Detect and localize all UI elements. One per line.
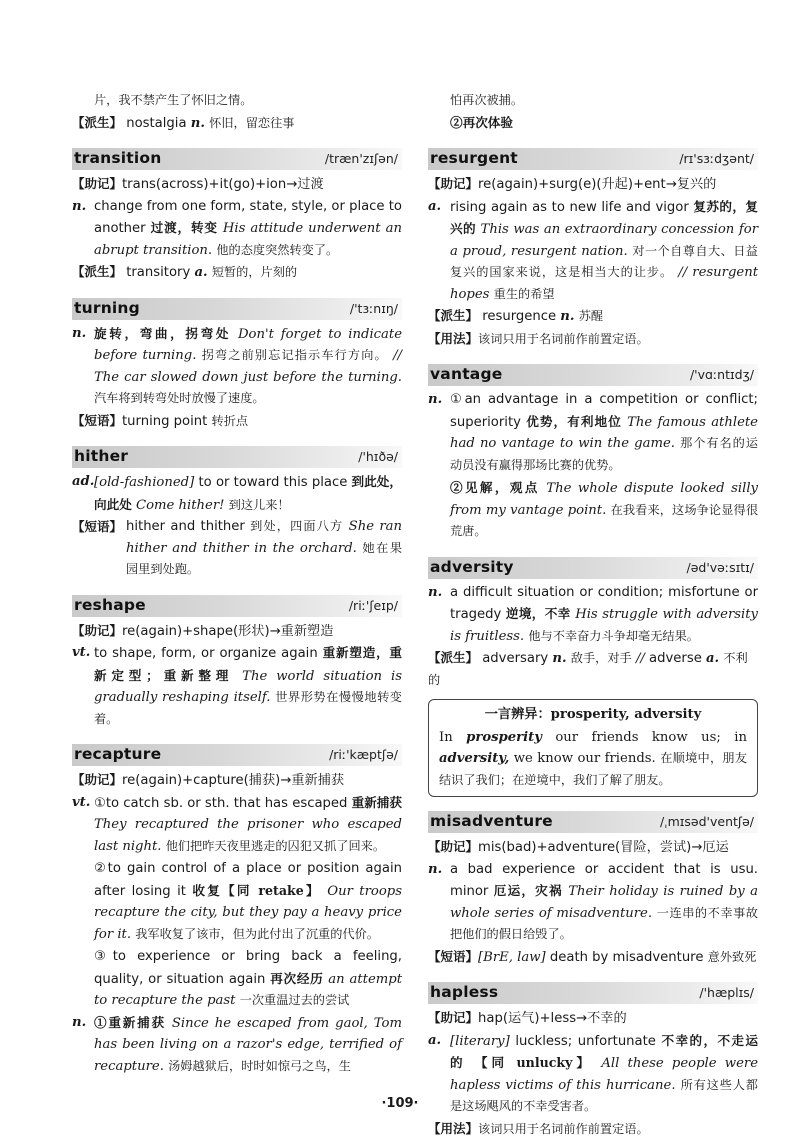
example-en: resurgent hopes xyxy=(450,265,759,302)
sense xyxy=(428,582,758,648)
phonetic: /riː'ʃeɪp/ xyxy=(348,597,398,613)
comparison-word-2: adversity, xyxy=(439,751,510,766)
example-zh: 那个有名的运动员没有赢得那场比赛的优势。 xyxy=(450,436,758,472)
left-column xyxy=(72,90,402,1077)
phonetic: /əd'vəːsɪtɪ/ xyxy=(686,559,754,575)
mnemonic xyxy=(428,1007,758,1030)
definition-zh: 到此处，向此处 xyxy=(94,474,403,512)
definition-en: ①to catch sb. or sth. that has escaped xyxy=(94,795,348,811)
synonym: 【同 unlucky】 xyxy=(474,1055,594,1070)
comparison-box xyxy=(428,699,758,797)
sense-3 xyxy=(94,946,402,1012)
derivative-pos: a. xyxy=(706,651,720,666)
mnemonic-text: re(again)+shape(形状)→重新塑造 xyxy=(122,623,334,639)
continued-text xyxy=(428,90,758,134)
example-zh: 一连串的不幸事故把他们的假日给毁了。 xyxy=(450,905,758,941)
usage xyxy=(428,328,758,351)
mnemonic xyxy=(428,173,758,196)
example-en: an attempt to recapture the past xyxy=(94,971,402,1008)
derivative xyxy=(428,305,758,328)
definition-zh: 不幸的，不走运的 xyxy=(450,1032,758,1070)
headword: hapless xyxy=(430,983,499,1002)
example-zh: 他们把昨天夜里逃走的囚犯又抓了回来。 xyxy=(165,838,386,853)
part-of-speech: n. xyxy=(72,325,87,341)
example-zh: 在我看来，这场争论显得很荒唐。 xyxy=(450,502,759,538)
example-zh: 汤姆越狱后，时时如惊弓之鸟，生 xyxy=(168,1058,351,1073)
phonetic: /'hɪðə/ xyxy=(358,449,398,465)
mnemonic xyxy=(72,173,402,196)
mnemonic-tag: 【助记】 xyxy=(72,772,123,787)
definition-zh: 旋转，弯曲，拐弯处 xyxy=(94,325,232,341)
sense-verb xyxy=(72,792,402,1012)
usage-text: 该词只用于名词前作前置定语。 xyxy=(478,1121,649,1136)
phrase-tag: 【短语】 xyxy=(428,948,479,964)
sense xyxy=(72,642,402,730)
phrase xyxy=(72,410,402,433)
entry-header xyxy=(72,744,402,766)
phrase xyxy=(428,946,758,969)
mnemonic-text: hap(运气)+less→不幸的 xyxy=(478,1011,627,1026)
comparison-in: In xyxy=(439,729,453,745)
entry-turning xyxy=(72,298,402,433)
definition-zh: 复苏的，复兴的 xyxy=(450,198,759,236)
continued-example: 怕再次被捕。 xyxy=(450,93,524,107)
example-zh: 他的态度突然转变了。 xyxy=(216,242,339,257)
headword: reshape xyxy=(74,595,146,614)
mnemonic-text: mis(bad)+adventure(冒险，尝试)→厄运 xyxy=(478,840,729,855)
mnemonic-tag: 【助记】 xyxy=(72,176,123,191)
example-en: Our troops recapture the city, but they pay a heavy price for it. xyxy=(94,883,403,942)
derivative xyxy=(428,647,758,691)
definition-en: ③to experience or bring back a feeling, quality, or situation again xyxy=(94,949,402,987)
example-zh: 重生的希望 xyxy=(493,286,555,301)
sense-noun xyxy=(72,1012,402,1078)
sense xyxy=(428,859,758,946)
example-en: The world situation is gradually reshaping itself. xyxy=(94,668,402,705)
example-zh: 所有这些人都是这场飓风的不幸受害者。 xyxy=(450,1077,758,1113)
part-of-speech: vt. xyxy=(72,794,91,810)
mnemonic-tag: 【助记】 xyxy=(428,1010,479,1025)
definition-zh: 收复 xyxy=(192,882,223,898)
mnemonic-tag: 【助记】 xyxy=(428,176,479,191)
sense xyxy=(72,323,402,410)
definition-en: a difficult situation or condition; misfortune or tragedy xyxy=(450,584,758,622)
mnemonic xyxy=(72,769,402,792)
entry-recapture xyxy=(72,744,402,1077)
phrase-zh: 到处，四面八方 xyxy=(250,519,344,533)
derivative-word: adverse xyxy=(649,651,702,666)
example-zh: 他与不幸奋力斗争却毫无结果。 xyxy=(528,628,699,643)
page-number: ·109· xyxy=(381,1096,419,1111)
comparison-mid: our friends know us; in xyxy=(555,729,747,745)
example-en: All these people were hapless victims of this hurricane. xyxy=(450,1056,758,1093)
example-en: The car slowed down just before the turning. xyxy=(94,369,402,385)
mnemonic-tag: 【助记】 xyxy=(72,622,123,638)
example-en: The famous athlete had no vantage to win the game. xyxy=(450,414,758,451)
entry-resurgent xyxy=(428,148,758,350)
phonetic: /'vɑːntɪdʒ/ xyxy=(689,367,754,383)
definition-en: ①an advantage in a competition or conflict; superiority xyxy=(450,392,758,430)
example-zh: 到这儿来！ xyxy=(228,497,290,512)
example-en: Their holiday is ruined by a whole series of misadventure. xyxy=(450,884,758,921)
definition-en: to or toward this place xyxy=(198,475,348,490)
entry-hapless xyxy=(428,982,758,1140)
definition-en: ②to gain control of a place or position again after losing it xyxy=(94,861,402,899)
phrase-zh: 意外致死 xyxy=(707,949,757,964)
entry-header xyxy=(428,811,758,833)
headword: turning xyxy=(74,298,140,317)
phrase-tag: 【短语】 xyxy=(72,519,123,534)
example-zh: 拐弯之前别忘记指示车行方向。 xyxy=(201,348,388,362)
usage-tag: 【用法】 xyxy=(428,1120,479,1136)
separator: // xyxy=(678,265,688,280)
phrase-zh: 转折点 xyxy=(211,413,249,428)
sense xyxy=(428,389,758,543)
usage xyxy=(428,1118,758,1141)
headword: recapture xyxy=(74,745,162,764)
continued-text xyxy=(72,90,402,112)
sense-1 xyxy=(94,792,402,858)
entry-header xyxy=(72,148,402,170)
entry-header xyxy=(72,446,402,468)
separator: // xyxy=(635,651,645,666)
headword: hither xyxy=(74,447,129,466)
derivative-pos: n. xyxy=(552,651,567,666)
usage-text: 该词只用于名词前作前置定语。 xyxy=(478,331,649,346)
mnemonic-text: re(again)+surg(e)(升起)+ent→复兴的 xyxy=(478,177,717,192)
comparison-end: we know our friends. xyxy=(513,751,656,766)
entry-misadventure xyxy=(428,811,758,968)
definition-zh: 再次经历 xyxy=(270,970,324,986)
definition-zh: 重新塑造，重新定型；重新整理 xyxy=(94,645,403,683)
derivative-pos: n. xyxy=(560,309,575,324)
phrase-text: hither and thither xyxy=(126,519,245,534)
part-of-speech: vt. xyxy=(72,645,91,660)
phonetic: /træn'zɪʃən/ xyxy=(324,151,398,167)
definition-en: a bad experience or accident that is usu. minor xyxy=(450,861,758,899)
headword: resurgent xyxy=(430,149,518,168)
phonetic: /'hæplɪs/ xyxy=(699,985,754,1001)
derivative-zh: 怀旧，留恋往事 xyxy=(209,115,295,130)
phonetic: /ˌmɪsəd'ventʃə/ xyxy=(659,814,754,830)
derivative-word: transitory xyxy=(126,265,191,280)
example-en: They recaptured the prisoner who escaped last night. xyxy=(94,817,402,854)
phrase-label: [BrE, law] xyxy=(478,949,546,965)
definition-zh: 优势，有利地位 xyxy=(526,413,622,429)
derivative-word: nostalgia xyxy=(126,115,187,131)
continued-derivative xyxy=(72,112,402,135)
sense-2 xyxy=(94,858,402,945)
entry-reshape xyxy=(72,595,402,731)
definition-en: rising again as to new life and vigor xyxy=(450,199,689,215)
derivative-word: resurgence xyxy=(482,309,557,324)
entry-hither xyxy=(72,446,402,581)
headword: vantage xyxy=(430,365,503,384)
phonetic: /riː'kæptʃə/ xyxy=(329,747,398,763)
usage-label: [literary] xyxy=(450,1033,510,1049)
definition-zh: ②见解，观点 xyxy=(450,480,540,495)
definition-en: luckless; unfortunate xyxy=(515,1033,656,1049)
entry-header xyxy=(72,595,402,617)
definition-en: change from one form, state, style, or place to another xyxy=(94,198,402,236)
part-of-speech: n. xyxy=(428,584,443,600)
derivative-zh: 不利的 xyxy=(428,651,748,687)
sense xyxy=(72,471,402,516)
definition-zh: 过渡，转变 xyxy=(150,220,218,235)
entry-header xyxy=(428,557,758,579)
part-of-speech: n. xyxy=(72,1014,87,1030)
entry-adversity xyxy=(428,557,758,798)
part-of-speech: n. xyxy=(72,198,87,214)
sense-2 xyxy=(450,477,758,543)
sense xyxy=(428,196,758,306)
usage-tag: 【用法】 xyxy=(428,330,479,346)
phonetic: /'tɜːnɪŋ/ xyxy=(349,300,398,316)
derivative-zh: 苏醒 xyxy=(578,309,604,323)
part-of-speech: ad. xyxy=(72,474,95,489)
example-zh: 汽车将到转弯处时放慢了速度。 xyxy=(94,391,265,405)
part-of-speech: n. xyxy=(428,392,443,407)
right-column xyxy=(428,90,758,1140)
sense-1 xyxy=(450,389,758,476)
phrase-tag: 【短语】 xyxy=(72,412,123,428)
mnemonic-text: re(again)+capture(捕获)→重新捕获 xyxy=(122,773,345,788)
definition-en: to shape, form, or organize again xyxy=(94,646,318,661)
mnemonic xyxy=(72,620,402,643)
example-zh: 她在果园里到处跑。 xyxy=(126,540,403,576)
example-en: This was an extraordinary concession for a proud, resurgent nation. xyxy=(450,222,758,259)
entry-transition xyxy=(72,148,402,284)
separator: // xyxy=(393,348,402,363)
derivative-tag: 【派生】 xyxy=(72,114,123,130)
mnemonic-text: trans(across)+it(go)+ion→过渡 xyxy=(122,177,324,192)
definition-zh: 厄运，灾祸 xyxy=(493,883,563,898)
phonetic: /rɪ'sɜːdʒənt/ xyxy=(679,151,754,167)
example-en: His attitude underwent an abrupt transition. xyxy=(94,221,402,258)
comparison-title: 一言辨异：prosperity, adversity xyxy=(484,707,702,722)
headword: misadventure xyxy=(430,812,553,831)
comparison-zh: 在顺境中，朋友结识了我们；在逆境中，我们了解了朋友。 xyxy=(439,751,748,787)
entry-header xyxy=(72,298,402,320)
entry-header xyxy=(428,148,758,170)
phrase-text: death by misadventure xyxy=(549,949,704,965)
headword: transition xyxy=(74,149,162,168)
derivative-zh: 敌手，对手 xyxy=(570,651,632,665)
definition-zh: 重新捕获 xyxy=(351,794,403,810)
synonym: 【同 retake】 xyxy=(222,882,321,898)
continued-example: 片，我不禁产生了怀旧之情。 xyxy=(94,93,253,107)
headword: adversity xyxy=(430,557,514,576)
mnemonic xyxy=(428,836,758,859)
part-of-speech: a. xyxy=(428,198,442,214)
phrase-text: turning point xyxy=(122,413,208,429)
example-en: The whole dispute looked silly from my vantage point. xyxy=(450,481,758,518)
example-en: His struggle with adversity is fruitless. xyxy=(450,607,758,644)
derivative xyxy=(72,261,402,284)
example-en: Come hither! xyxy=(135,497,225,513)
entry-header xyxy=(428,982,758,1004)
example-zh: 世界形势在慢慢地转变着。 xyxy=(94,690,402,726)
derivative-zh: 短暂的，片刻的 xyxy=(211,265,298,279)
entry-vantage xyxy=(428,364,758,543)
comparison-text xyxy=(439,727,747,792)
definition-zh: ①重新捕获 xyxy=(94,1014,166,1030)
comparison-word-1: prosperity xyxy=(466,729,542,745)
sense xyxy=(72,196,402,262)
continued-sense: ②再次体验 xyxy=(450,114,513,130)
example-zh: 我军收复了该市，但为此付出了沉重的代价。 xyxy=(135,926,379,941)
derivative-pos: n. xyxy=(190,115,205,131)
derivative-pos: a. xyxy=(194,265,208,280)
example-en: She ran hither and thither in the orchard. xyxy=(126,519,402,556)
derivative-tag: 【派生】 xyxy=(428,308,479,323)
example-zh: 一次重温过去的尝试 xyxy=(239,993,350,1007)
entry-header xyxy=(428,364,758,386)
example-zh: 对一个自尊自大、日益复兴的国家来说，这是相当大的让步。 xyxy=(450,243,758,279)
example-en: Since he escaped from gaol, Tom has been living on a razor's edge, terrified of recapture. xyxy=(94,1015,402,1074)
part-of-speech: a. xyxy=(428,1032,442,1048)
derivative-tag: 【派生】 xyxy=(428,650,479,665)
mnemonic-tag: 【助记】 xyxy=(428,839,479,854)
phrase xyxy=(72,516,402,581)
usage-label: [old-fashioned] xyxy=(94,475,195,490)
definition-zh: 逆境，不幸 xyxy=(505,606,571,621)
part-of-speech: n. xyxy=(428,861,443,877)
derivative-word: adversary xyxy=(482,651,549,666)
derivative-tag: 【派生】 xyxy=(72,264,123,279)
example-en: Don't forget to indicate before turning. xyxy=(94,326,403,363)
